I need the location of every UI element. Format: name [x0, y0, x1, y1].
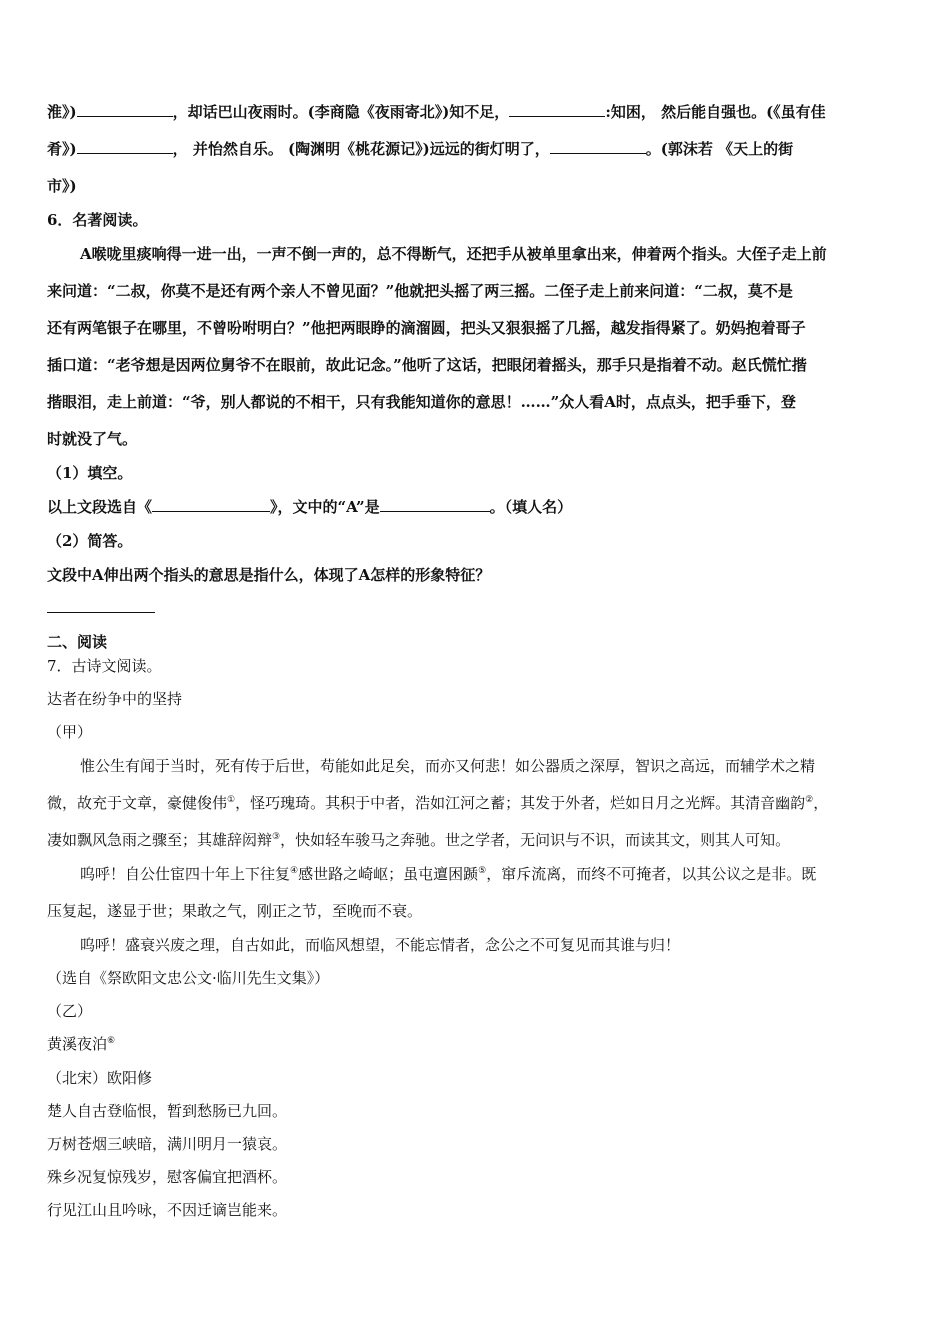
jia-text: ，怪巧瑰琦。其积于中者，浩如江河之蓄；其发于外者，烂如日月之光辉。其清音幽韵: [235, 794, 806, 812]
poem-line: 殊乡况复惊残岁，慰客偏宜把酒杯。: [47, 1168, 288, 1186]
q6-sub1-text: 。（填人名）: [489, 498, 573, 516]
jia-text: 凄如飘风急雨之骤至；其雄辞闳辩: [47, 831, 273, 849]
q6-sub1-label: （1）填空。: [47, 464, 133, 482]
q5-text: :知困， 然后能自强也。(《虽有佳: [605, 103, 826, 121]
passage-yi-label: （乙）: [47, 1002, 93, 1020]
section-title: 二、阅读: [47, 633, 108, 651]
jia-text: 呜呼！自公仕宦四十年上下往复: [80, 865, 291, 883]
q5-text: 淮》): [47, 103, 77, 121]
poem-title: [47, 1034, 115, 1054]
q6-passage-line: A喉咙里痰响得一进一出，一声不倒一声的，总不得断气，还把手从被单里拿出来，伸着两个指头。大侄子走上前: [80, 245, 827, 263]
passage-jia-label: （甲）: [47, 723, 93, 741]
q5-text: 市》): [47, 177, 77, 195]
answer-blank[interactable]: [509, 102, 605, 117]
jia-text: 微，故充于文章，豪健俊伟: [47, 794, 228, 812]
q5-text: ，却话巴山夜雨时。(李商隐《夜雨寄北》)知不足，: [172, 103, 510, 121]
q5-line-2: [47, 139, 793, 159]
q5-text: ， 并怡然自乐。 (陶渊明《桃花源记》)远远的街灯明了，: [172, 140, 550, 158]
answer-line[interactable]: [47, 612, 155, 613]
q7-subtitle: 达者在纷争中的坚持: [47, 690, 183, 708]
q5-text: 。(郭沫若 《天上的街: [645, 140, 794, 158]
q6-passage-line: 插口道：“老爷想是因两位舅爷不在眼前，故此记念。”他听了这话，把眼闭着摇头，那手只是指着不动。赵氏慌忙揩: [47, 356, 807, 374]
footnote-marker: ③: [272, 832, 281, 842]
jia-source: （选自《祭欧阳文忠公文·临川先生文集》）: [47, 969, 330, 987]
q5-line-1: [47, 102, 826, 122]
jia-text: ，窜斥流离，而终不可掩者，以其公议之是非。既: [486, 865, 817, 883]
poem-author: （北宋）欧阳修: [47, 1069, 153, 1087]
book-title-blank[interactable]: [152, 497, 270, 512]
q5-line-3: [47, 176, 77, 196]
jia-text: ，快如轻车骏马之奔驰。世之学者，无问识与不识，而读其文，则其人可知。: [280, 831, 791, 849]
answer-blank[interactable]: [77, 102, 173, 117]
answer-blank[interactable]: [77, 139, 173, 154]
footnote-marker: ⑥: [107, 1036, 116, 1046]
poem-line: 行见江山且吟咏，不因迁谪岂能来。: [47, 1201, 288, 1219]
jia-paragraph-line: 压复起，遂显于世；果敢之气，刚正之节，至晚而不衰。: [47, 902, 423, 920]
q6-sub1-text: 以上文段选自《: [47, 498, 153, 516]
q6-sub2-label: （2）简答。: [47, 532, 133, 550]
poem-line: 楚人自古登临恨，暂到愁肠已九回。: [47, 1102, 288, 1120]
q6-passage-line: 时就没了气。: [47, 430, 138, 448]
jia-paragraph-line: 呜呼！盛衰兴废之理，自古如此，而临风想望，不能忘情者，念公之不可复见而其谁与归！: [80, 936, 681, 954]
q6-sub1-text: 》，文中的“A”是: [270, 498, 380, 516]
jia-text: 感世路之崎岖；虽屯邅困踬: [298, 865, 479, 883]
q6-sub2-question: 文段中A伸出两个指头的意思是指什么，体现了A怎样的形象特征？: [47, 566, 491, 584]
poem-line: 万树苍烟三峡暗，满川明月一猿哀。: [47, 1135, 288, 1153]
footnote-marker: ②: [805, 795, 814, 805]
q6-title: 6．名著阅读。: [47, 211, 148, 229]
person-name-blank[interactable]: [380, 497, 490, 512]
footnote-marker: ④: [290, 866, 299, 876]
q6-passage-line: 揩眼泪，走上前道：“爷，别人都说的不相干，只有我能知道你的意思！……”众人看A时，点点头，把手垂下，登: [47, 393, 796, 411]
jia-paragraph-line: [47, 830, 790, 850]
jia-text: ，: [813, 794, 829, 812]
q7-title: 7．古诗文阅读。: [47, 657, 162, 675]
jia-paragraph-line: 惟公生有闻于当时，死有传于后世，苟能如此足矣，而亦又何悲！如公器质之深厚，智识之高远，而辅学术之精: [80, 757, 816, 775]
jia-paragraph-line: [80, 864, 816, 884]
poem-title-text: 黄溪夜泊: [47, 1035, 108, 1053]
q6-passage-line: 还有两笔银子在哪里，不曾吩咐明白？”他把两眼睁的滴溜圆，把头又狠狠摇了几摇，越发指得紧了。奶妈抱着哥子: [47, 319, 806, 337]
footnote-marker: ⑤: [478, 866, 487, 876]
q6-sub1-question: [47, 497, 572, 517]
q5-text: 肴》): [47, 140, 77, 158]
q6-passage-line: 来问道：“二叔，你莫不是还有两个亲人不曾见面？”他就把头摇了两三摇。二侄子走上前来问道：“二叔，莫不是: [47, 282, 793, 300]
jia-paragraph-line: [47, 793, 828, 813]
footnote-marker: ①: [227, 795, 236, 805]
answer-blank[interactable]: [550, 139, 646, 154]
